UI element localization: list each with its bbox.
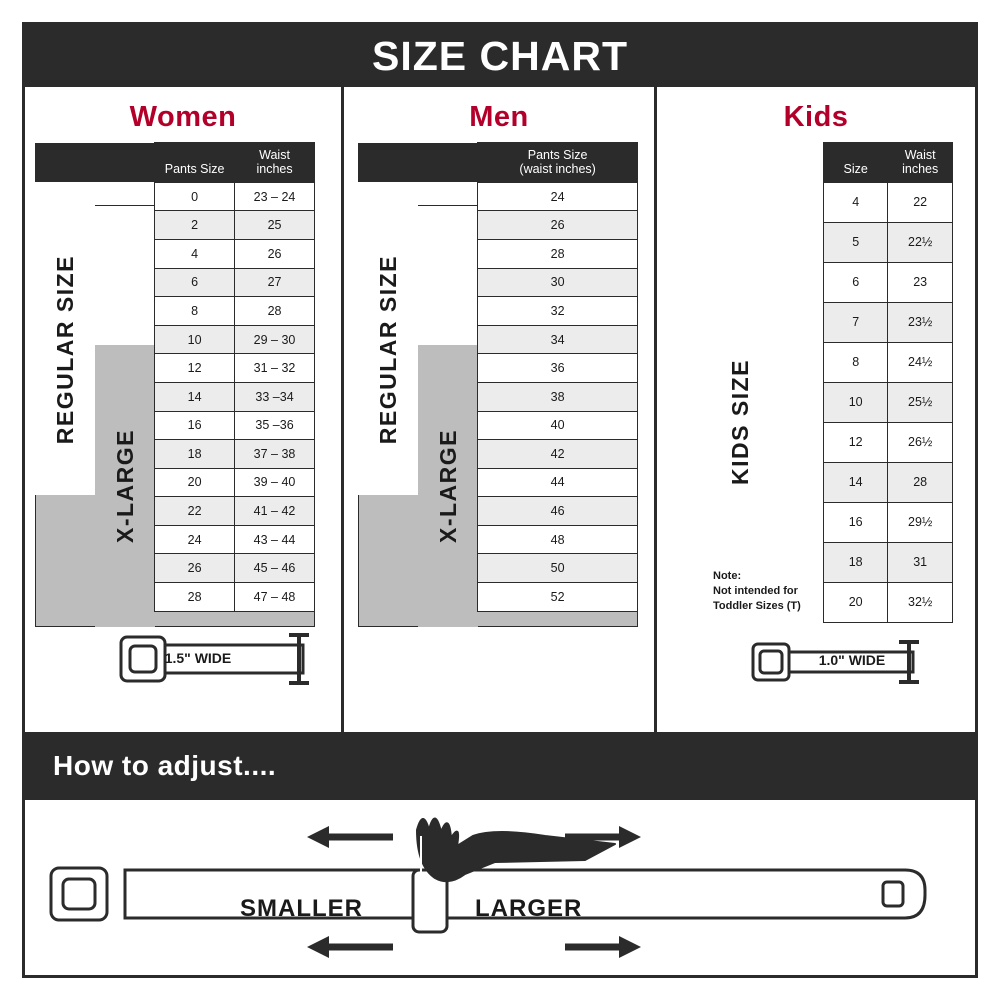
cell-waist: 23 – 24: [235, 182, 315, 211]
cell-kids-size: 18: [824, 542, 888, 582]
cell-pants-size: 46: [478, 497, 638, 526]
cell-pants-size: 42: [478, 440, 638, 469]
row-spacer: [35, 411, 155, 440]
cell-waist: 39 – 40: [235, 468, 315, 497]
cell-pants-size: 28: [155, 583, 235, 612]
row-spacer: [35, 440, 155, 469]
cell-kids-size: 6: [824, 262, 888, 302]
women-table-head: [35, 143, 315, 183]
table-row: [824, 422, 953, 462]
cell-kids-waist: 22½: [888, 222, 953, 262]
cell-pants-size: 0: [155, 182, 235, 211]
row-spacer: [358, 211, 478, 240]
kids-note-line1: Note:: [713, 570, 742, 582]
cell-waist: 33 –34: [235, 382, 315, 411]
how-to-adjust-heading: How to adjust....: [53, 750, 277, 781]
kids-size-label: KIDS SIZE: [705, 277, 775, 567]
kids-header-waist: Waist inches: [888, 143, 953, 183]
column-men: [341, 87, 657, 732]
cell-pants-size: 32: [478, 297, 638, 326]
table-row: [824, 582, 953, 622]
men-table-body: [358, 182, 638, 611]
cell-pants-size: 26: [155, 554, 235, 583]
cell-pants-size: 30: [478, 268, 638, 297]
table-row: [35, 354, 315, 383]
column-women: [25, 87, 341, 732]
table-row: [35, 325, 315, 354]
cell-waist: 43 – 44: [235, 525, 315, 554]
row-spacer: [35, 554, 155, 583]
row-spacer: [358, 497, 478, 526]
table-row: [358, 182, 638, 211]
cell-waist: 47 – 48: [235, 583, 315, 612]
how-to-adjust-bar: [25, 732, 975, 800]
table-row: [358, 382, 638, 411]
cell-pants-size: 4: [155, 239, 235, 268]
cell-pants-size: 36: [478, 354, 638, 383]
table-row: [35, 297, 315, 326]
cell-kids-size: 4: [824, 182, 888, 222]
cell-kids-waist: 22: [888, 182, 953, 222]
row-spacer: [35, 239, 155, 268]
page-title: SIZE CHART: [372, 32, 628, 79]
row-spacer: [358, 411, 478, 440]
table-row: [358, 468, 638, 497]
cell-pants-size: 18: [155, 440, 235, 469]
row-spacer: [358, 354, 478, 383]
cell-waist: 31 – 32: [235, 354, 315, 383]
row-spacer: [358, 325, 478, 354]
cell-pants-size: 38: [478, 382, 638, 411]
table-row: [35, 554, 315, 583]
cell-pants-size: 2: [155, 211, 235, 240]
cell-pants-size: 24: [478, 182, 638, 211]
kids-size-table: [823, 142, 953, 623]
cell-pants-size: 50: [478, 554, 638, 583]
cell-pants-size: 22: [155, 497, 235, 526]
row-spacer: [358, 382, 478, 411]
table-row: [358, 354, 638, 383]
table-row: [824, 542, 953, 582]
cell-waist: 35 –36: [235, 411, 315, 440]
women-table-body: [35, 182, 315, 611]
cell-kids-size: 16: [824, 502, 888, 542]
table-row: [35, 525, 315, 554]
cell-kids-waist: 29½: [888, 502, 953, 542]
row-spacer: [35, 468, 155, 497]
belt-width-label-women: 1.5" WIDE: [164, 650, 232, 666]
women-header-pants-size: Pants Size: [155, 143, 235, 183]
table-row: [35, 268, 315, 297]
table-row: [358, 440, 638, 469]
table-row: [358, 239, 638, 268]
kids-table-body: [824, 182, 953, 622]
table-row: [358, 325, 638, 354]
cell-pants-size: 40: [478, 411, 638, 440]
cell-pants-size: 10: [155, 325, 235, 354]
table-row: [35, 239, 315, 268]
cell-kids-size: 12: [824, 422, 888, 462]
row-spacer: [35, 325, 155, 354]
table-row: [35, 211, 315, 240]
men-xlarge-label: X-LARGE: [418, 345, 478, 627]
cell-kids-waist: 23: [888, 262, 953, 302]
how-to-adjust-illustration: [25, 800, 975, 975]
table-row: [358, 583, 638, 612]
kids-note-line2: Not intended for: [713, 584, 798, 597]
table-row: [824, 502, 953, 542]
table-row: [824, 342, 953, 382]
row-spacer: [35, 268, 155, 297]
cell-pants-size: 6: [155, 268, 235, 297]
column-kids: [657, 87, 975, 732]
cell-pants-size: 48: [478, 525, 638, 554]
men-header-spacer: [358, 143, 478, 183]
men-table-wrap: [358, 142, 638, 612]
cell-waist: 28: [235, 297, 315, 326]
row-spacer: [358, 268, 478, 297]
cell-waist: 41 – 42: [235, 497, 315, 526]
table-row: [824, 382, 953, 422]
adjust-larger-label: LARGER: [475, 895, 583, 922]
row-spacer: [35, 354, 155, 383]
cell-kids-size: 5: [824, 222, 888, 262]
table-row: [358, 268, 638, 297]
row-spacer: [358, 468, 478, 497]
cell-waist: 25: [235, 211, 315, 240]
table-row: [824, 262, 953, 302]
table-row: [35, 468, 315, 497]
table-row: [35, 182, 315, 211]
cell-kids-waist: 32½: [888, 582, 953, 622]
belt-width-label-kids: 1.0" WIDE: [818, 652, 886, 668]
table-row: [824, 302, 953, 342]
table-row: [358, 211, 638, 240]
cell-pants-size: 34: [478, 325, 638, 354]
cell-waist: 37 – 38: [235, 440, 315, 469]
row-spacer: [35, 382, 155, 411]
cell-pants-size: 20: [155, 468, 235, 497]
adjust-smaller-label: SMALLER: [240, 895, 363, 922]
row-spacer: [358, 182, 478, 211]
row-spacer: [358, 440, 478, 469]
cell-kids-waist: 28: [888, 462, 953, 502]
row-spacer: [358, 583, 478, 612]
row-spacer: [358, 525, 478, 554]
cell-kids-size: 20: [824, 582, 888, 622]
column-heading-kids: Kids: [783, 101, 849, 133]
women-header-row: [35, 143, 315, 183]
row-spacer: [358, 554, 478, 583]
cell-kids-waist: 26½: [888, 422, 953, 462]
cell-pants-size: 28: [478, 239, 638, 268]
cell-kids-size: 10: [824, 382, 888, 422]
cell-pants-size: 12: [155, 354, 235, 383]
men-size-table: [358, 142, 638, 612]
cell-pants-size: 26: [478, 211, 638, 240]
table-row: [35, 497, 315, 526]
table-row: [358, 525, 638, 554]
men-regular-size-label: REGULAR SIZE: [358, 205, 418, 495]
women-header-waist: Waist inches: [235, 143, 315, 183]
women-regular-size-label: REGULAR SIZE: [35, 205, 95, 495]
kids-header-row: [824, 143, 953, 183]
table-row: [35, 411, 315, 440]
cell-kids-size: 7: [824, 302, 888, 342]
men-header-pants-size: Pants Size (waist inches): [478, 143, 638, 183]
kids-header-size: Size: [824, 143, 888, 183]
table-row: [35, 440, 315, 469]
row-spacer: [35, 182, 155, 211]
men-table-head: [358, 143, 638, 183]
cell-kids-size: 14: [824, 462, 888, 502]
women-header-spacer: [35, 143, 155, 183]
men-header-row: [358, 143, 638, 183]
table-row: [35, 583, 315, 612]
size-columns: [25, 87, 975, 732]
table-row: [824, 222, 953, 262]
cell-kids-waist: 24½: [888, 342, 953, 382]
table-row: [358, 497, 638, 526]
row-spacer: [35, 211, 155, 240]
table-row: [358, 554, 638, 583]
row-spacer: [35, 583, 155, 612]
column-heading-women: Women: [129, 101, 237, 133]
kids-note-line3: Toddler Sizes (T): [713, 599, 801, 612]
row-spacer: [35, 297, 155, 326]
cell-waist: 29 – 30: [235, 325, 315, 354]
table-row: [824, 462, 953, 502]
table-row: [824, 182, 953, 222]
cell-pants-size: 44: [478, 468, 638, 497]
table-row: [358, 411, 638, 440]
women-size-table: [35, 142, 315, 612]
cell-waist: 45 – 46: [235, 554, 315, 583]
cell-pants-size: 24: [155, 525, 235, 554]
cell-kids-size: 8: [824, 342, 888, 382]
cell-pants-size: 16: [155, 411, 235, 440]
women-xlarge-label: X-LARGE: [95, 345, 155, 627]
cell-kids-waist: 31: [888, 542, 953, 582]
kids-table-wrap: [823, 142, 953, 623]
cell-pants-size: 52: [478, 583, 638, 612]
row-spacer: [35, 525, 155, 554]
table-row: [35, 382, 315, 411]
cell-kids-waist: 23½: [888, 302, 953, 342]
title-bar: [25, 25, 975, 87]
cell-kids-waist: 25½: [888, 382, 953, 422]
cell-pants-size: 14: [155, 382, 235, 411]
row-spacer: [358, 297, 478, 326]
cell-pants-size: 8: [155, 297, 235, 326]
kids-table-head: [824, 143, 953, 183]
row-spacer: [358, 239, 478, 268]
table-row: [358, 297, 638, 326]
cell-waist: 27: [235, 268, 315, 297]
row-spacer: [35, 497, 155, 526]
women-table-wrap: [35, 142, 315, 612]
belt-adjust-diagram: [25, 800, 975, 975]
column-heading-men: Men: [469, 101, 529, 133]
cell-waist: 26: [235, 239, 315, 268]
